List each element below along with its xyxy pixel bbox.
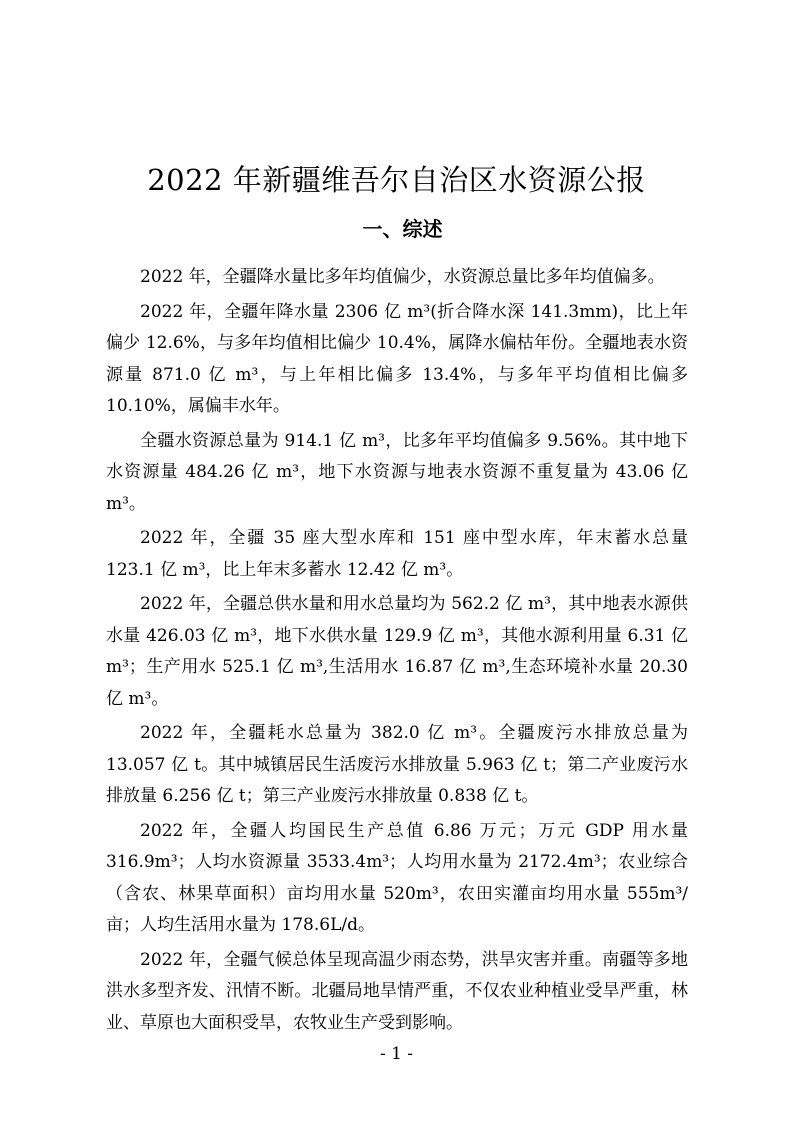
paragraph-consumption-wastewater: 2022 年，全疆耗水总量为 382.0 亿 m³。全疆废污水排放总量为 13.057 亿 t。其中城镇居民生活废污水排放量 5.963 亿 t；第二产业废污水排放量 6.256 亿 t；第三产业废污水排放量 0.838 亿 t。: [106, 723, 688, 806]
paragraph-summary: 2022 年，全疆降水量比多年均值偏少，水资源总量比多年均值偏多。: [140, 267, 665, 287]
page-title: 2022 年新疆维吾尔自治区水资源公报: [147, 163, 646, 197]
paragraph-climate-disasters: 2022 年，全疆气候总体呈现高温少雨态势，洪旱灾害并重。南疆等多地洪水多型齐发、汛情不断。北疆局地旱情严重，不仅农业种植业受旱严重，林业、草原也大面积受旱，农牧业生产受到影响。: [106, 949, 688, 1033]
paragraph-precipitation: 2022 年，全疆年降水量 2306 亿 m³(折合降水深 141.3mm)，比上年偏少 12.6%，与多年均值相比偏少 10.4%，属降水偏枯年份。全疆地表水资源量 871.0 亿 m³，与上年相比偏多 13.4%，与多年平均值相比偏多 10.10%，属偏丰水年。: [106, 301, 688, 416]
paragraph-reservoir-storage: 2022 年，全疆 35 座大型水库和 151 座中型水库，年末蓄水总量 123.1 亿 m³，比上年末多蓄水 12.42 亿 m³。: [106, 528, 688, 580]
paragraph-total-water-resources: 全疆水资源总量为 914.1 亿 m³，比多年平均值偏多 9.56%。其中地下水资源量 484.26 亿 m³，地下水资源与地表水资源不重复量为 43.06 亿 m³。: [106, 430, 688, 514]
paragraph-water-supply-use: 2022 年，全疆总供水量和用水总量均为 562.2 亿 m³，其中地表水源供水量 426.03 亿 m³，地下水供水量 129.9 亿 m³，其他水源利用量 6.31 亿 m³；生产用水 525.1 亿 m³,生活用水 16.87 亿 m³,生态环境补水量 20.30 亿 m³。: [106, 594, 688, 709]
section-heading: 一、综述: [362, 217, 443, 241]
document-body: [106, 262, 688, 1042]
page-number: - 1 -: [379, 1044, 414, 1064]
paragraph-water-use-indicators: 2022 年，全疆人均国民生产总值 6.86 万元；万元 GDP 用水量 316.9m³；人均水资源量 3533.4m³；人均用水量为 2172.4m³；农业综合（含农、林果草面积）亩均用水量 520m³，农田实灌亩均用水量 555m³/亩；人均生活用水量为 178.6L/d。: [106, 820, 688, 935]
